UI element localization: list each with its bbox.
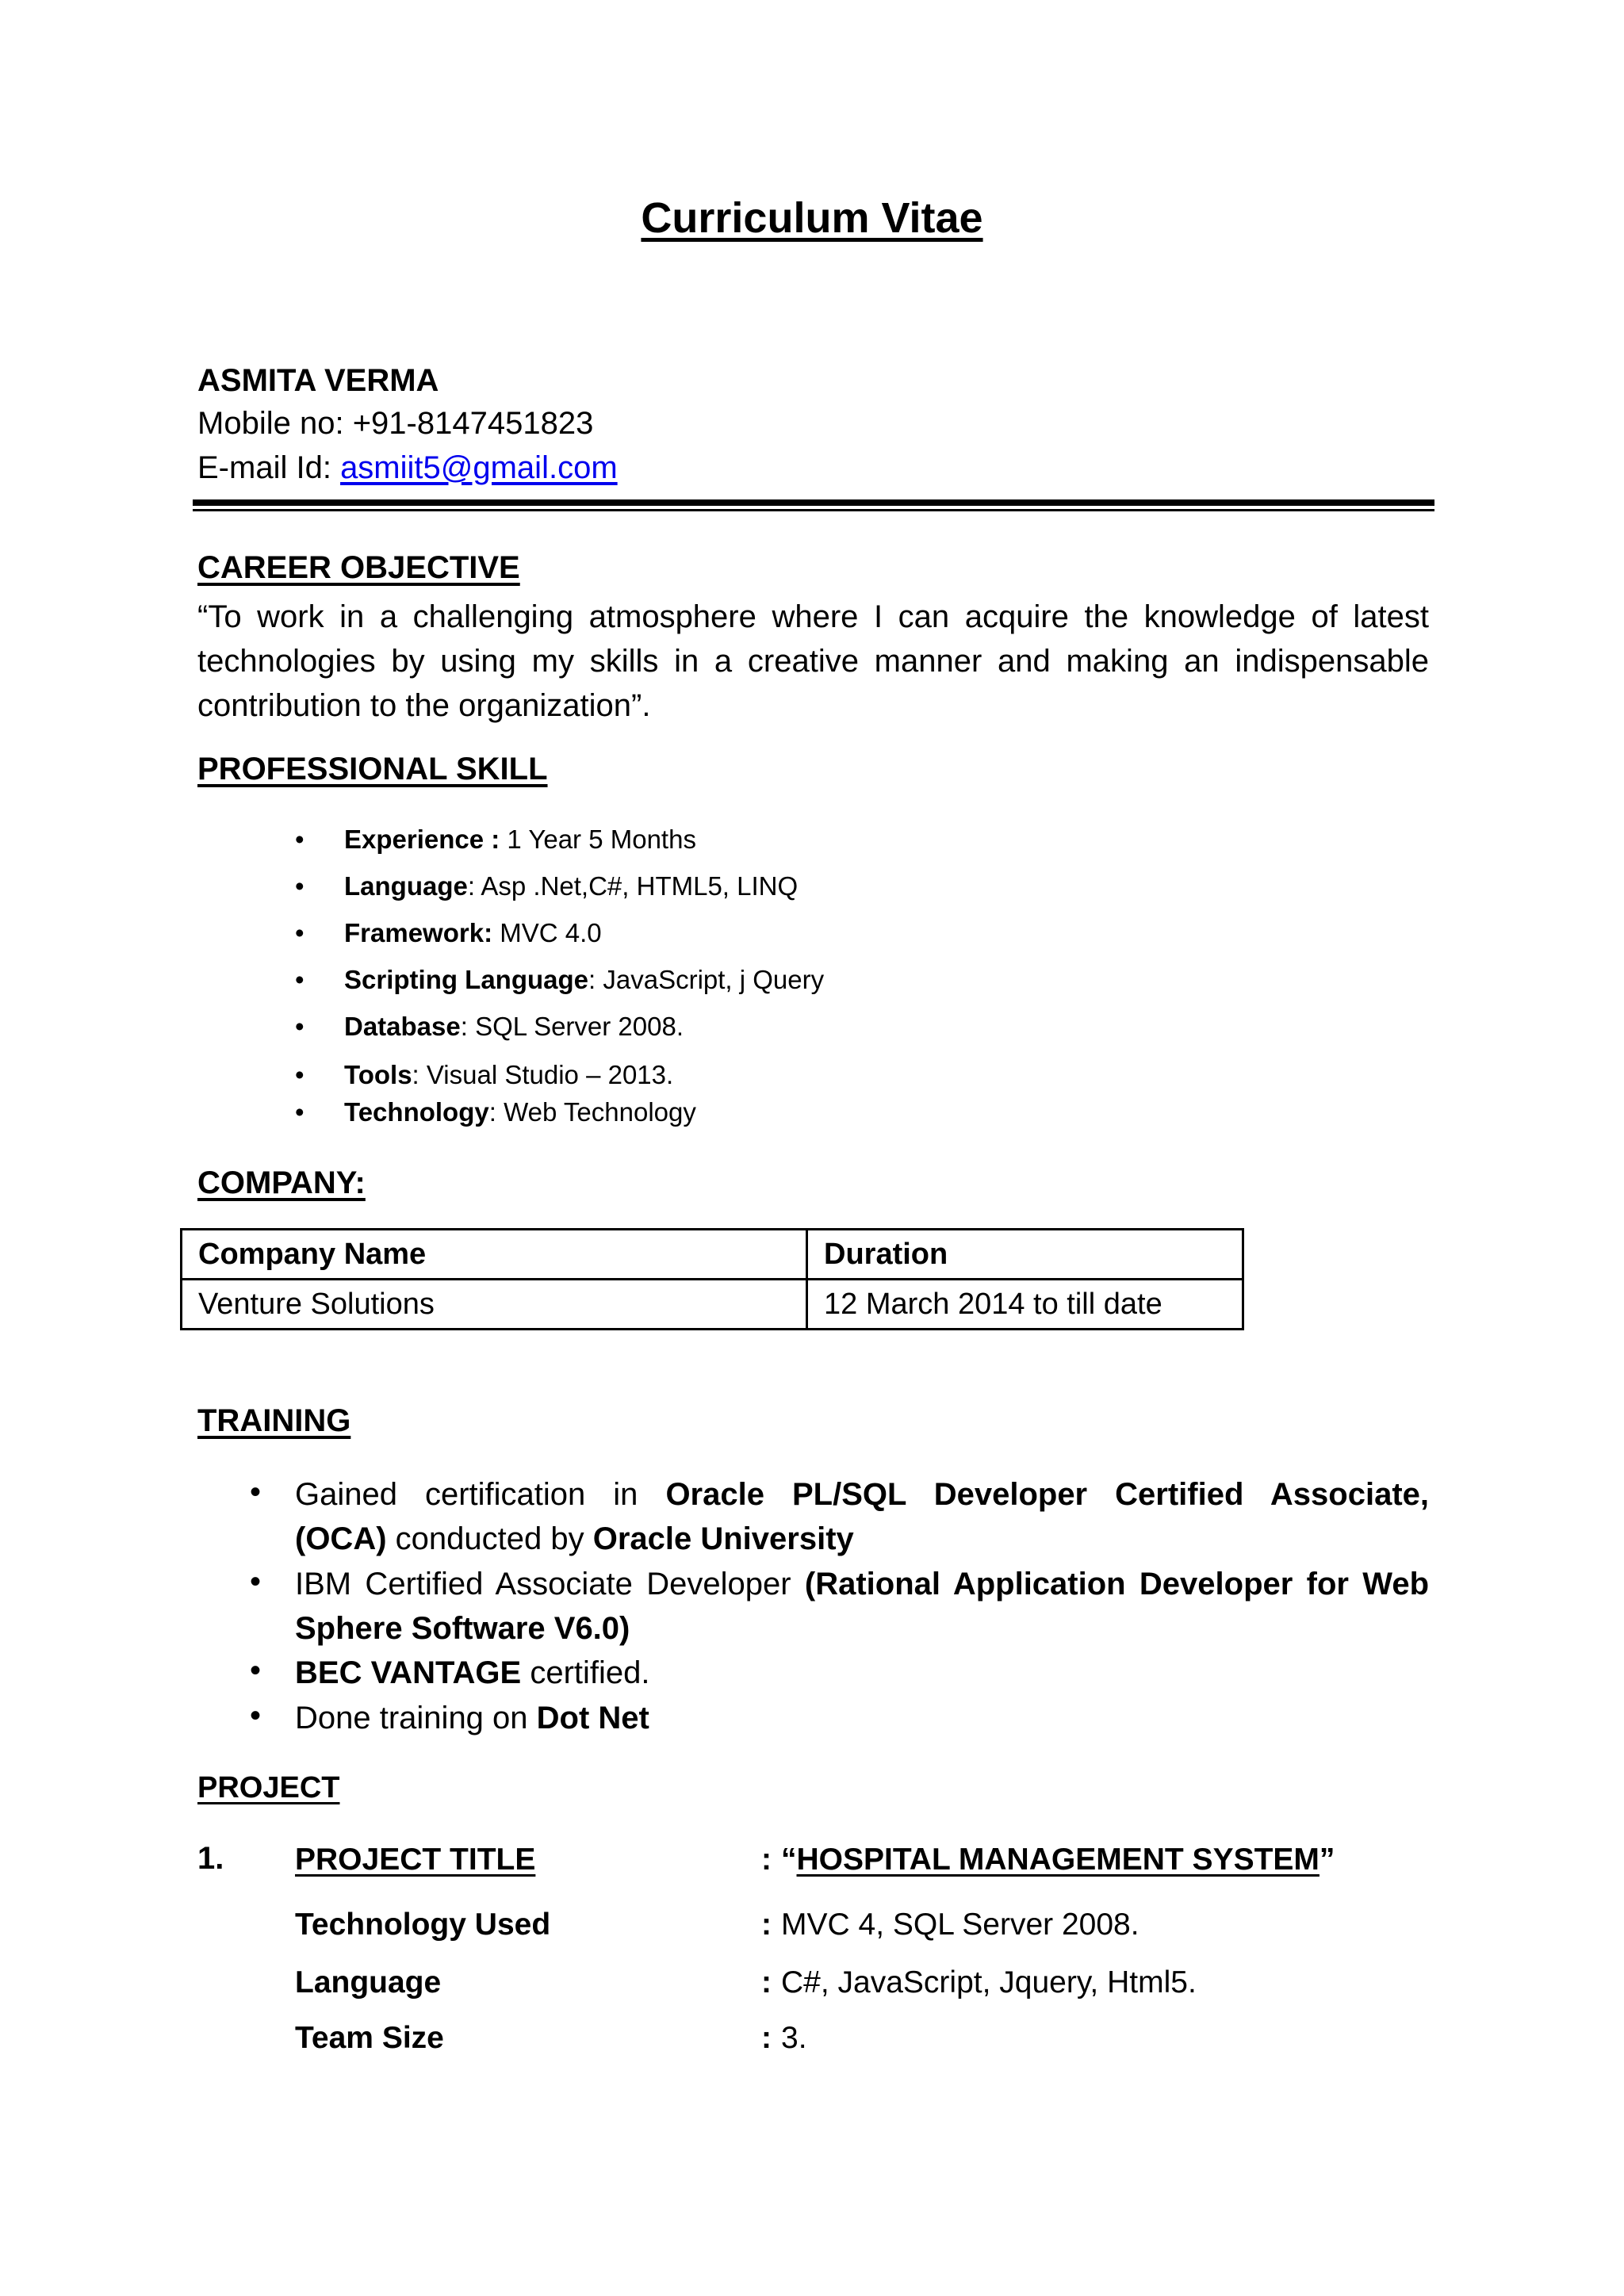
mobile-line <box>197 406 593 442</box>
project-number: 1. <box>197 1841 224 1876</box>
skill-value: : Asp .Net,C#, HTML5, LINQ <box>467 871 799 901</box>
skill-item-database <box>295 1012 684 1042</box>
open-quote: “ <box>781 1843 797 1877</box>
team-size-label: Team Size <box>295 2021 444 2055</box>
bullet-icon: • <box>295 871 304 901</box>
language-value: C#, JavaScript, Jquery, Html5. <box>781 1965 1197 1999</box>
team-size-colon: : <box>761 2021 772 2055</box>
skill-label: Tools <box>344 1060 412 1089</box>
header-divider-thin <box>193 509 1434 511</box>
project-heading: PROJECT <box>197 1771 340 1804</box>
skill-value: 1 Year 5 Months <box>500 825 696 854</box>
mobile-label: Mobile no: <box>197 406 344 441</box>
column-header-duration: Duration <box>807 1230 1243 1280</box>
bullet-icon: • <box>250 1653 262 1688</box>
training-bold-text: Sphere Software V6.0) <box>295 1611 630 1646</box>
header-divider-thick <box>193 499 1434 506</box>
skill-item-experience <box>295 825 696 855</box>
skill-value: : Visual Studio – 2013. <box>412 1060 674 1089</box>
table-row <box>182 1280 1243 1330</box>
skill-value: MVC 4.0 <box>492 918 602 947</box>
training-item-4 <box>295 1696 1429 1740</box>
training-bold-text: (OCA) <box>295 1521 387 1556</box>
skill-label: Experience : <box>344 825 500 854</box>
training-item-1-line-2 <box>295 1517 1429 1561</box>
professional-skill-heading: PROFESSIONAL SKILL <box>197 752 548 786</box>
company-heading: COMPANY: <box>197 1165 366 1200</box>
training-item-2-line-2 <box>295 1606 1429 1651</box>
bullet-icon: • <box>250 1564 262 1599</box>
bullet-icon: • <box>295 965 304 994</box>
bullet-icon: • <box>295 825 304 854</box>
technology-used-value: MVC 4, SQL Server 2008. <box>781 1908 1139 1942</box>
candidate-name: ASMITA VERMA <box>197 363 439 398</box>
project-title-label: PROJECT TITLE <box>295 1843 536 1877</box>
email-link[interactable]: asmiit5@gmail.com <box>340 450 618 485</box>
skill-label: Language <box>344 871 468 901</box>
email-label: E-mail Id: <box>197 450 331 485</box>
career-objective-text: “To work in a challenging atmosphere where I can acquire the knowledge of latest technologies by using my skills in a creative manner and making an indispensable contribution to the organization”. <box>197 599 1429 723</box>
team-size-value: 3. <box>781 2021 807 2055</box>
training-bold-text: Dot Net <box>536 1701 649 1735</box>
training-bold-text: (Rational Application Developer for Web <box>804 1567 1429 1601</box>
bullet-icon: • <box>295 1012 304 1041</box>
language-label: Language <box>295 1965 442 1999</box>
close-quote: ” <box>1319 1843 1335 1877</box>
skill-label: Framework: <box>344 918 493 947</box>
duration-cell: 12 March 2014 to till date <box>807 1280 1243 1330</box>
bullet-icon: • <box>295 1097 304 1127</box>
technology-used-colon: : <box>761 1908 772 1942</box>
skill-label: Technology <box>344 1097 489 1127</box>
training-text: IBM Certified Associate Developer <box>295 1567 805 1601</box>
bullet-icon: • <box>250 1698 262 1733</box>
skill-label: Database <box>344 1012 461 1041</box>
skill-value: : Web Technology <box>488 1097 696 1127</box>
company-table <box>180 1228 1244 1330</box>
skill-item-language <box>295 871 798 901</box>
bullet-icon: • <box>250 1475 262 1510</box>
bullet-icon: • <box>295 918 304 947</box>
training-bold-text: Oracle University <box>592 1521 854 1556</box>
company-name-cell: Venture Solutions <box>182 1280 807 1330</box>
training-heading: TRAINING <box>197 1403 351 1438</box>
training-bullet-3 <box>250 1653 296 1689</box>
training-text: conducted by <box>386 1521 593 1556</box>
project-title-colon: : <box>761 1843 772 1877</box>
project-title-text: HOSPITAL MANAGEMENT SYSTEM <box>796 1843 1320 1877</box>
page-title: Curriculum Vitae <box>641 194 983 242</box>
email-line <box>197 450 618 486</box>
skill-label: Scripting Language <box>344 965 589 994</box>
skill-item-tools <box>295 1060 673 1090</box>
language-colon: : <box>761 1965 772 1999</box>
career-objective-heading: CAREER OBJECTIVE <box>197 550 520 585</box>
bullet-icon: • <box>295 1060 304 1089</box>
skill-item-scripting-language <box>295 965 824 995</box>
training-bold-text: BEC VANTAGE <box>295 1655 522 1690</box>
skill-item-framework <box>295 918 602 948</box>
training-bullet-2 <box>250 1564 296 1600</box>
column-header-company-name: Company Name <box>182 1230 807 1280</box>
project-title-value <box>781 1843 1335 1877</box>
training-text: certified. <box>521 1655 650 1690</box>
training-text: Gained certification in <box>295 1477 666 1512</box>
training-bold-text: Oracle PL/SQL Developer Certified Associate, <box>665 1477 1429 1512</box>
skill-value: : SQL Server 2008. <box>460 1012 684 1041</box>
technology-used-label: Technology Used <box>295 1908 551 1942</box>
table-header-row <box>182 1230 1243 1280</box>
training-text: Done training on <box>295 1701 537 1735</box>
training-bullet-1 <box>250 1475 296 1510</box>
skill-value: : JavaScript, j Query <box>588 965 825 994</box>
mobile-value: +91-8147451823 <box>352 406 594 441</box>
training-item-2-line-1 <box>295 1562 1429 1606</box>
training-item-3 <box>295 1651 1429 1695</box>
training-bullet-4 <box>250 1698 296 1734</box>
skill-item-technology <box>295 1097 696 1127</box>
training-item-1-line-1 <box>295 1472 1429 1517</box>
